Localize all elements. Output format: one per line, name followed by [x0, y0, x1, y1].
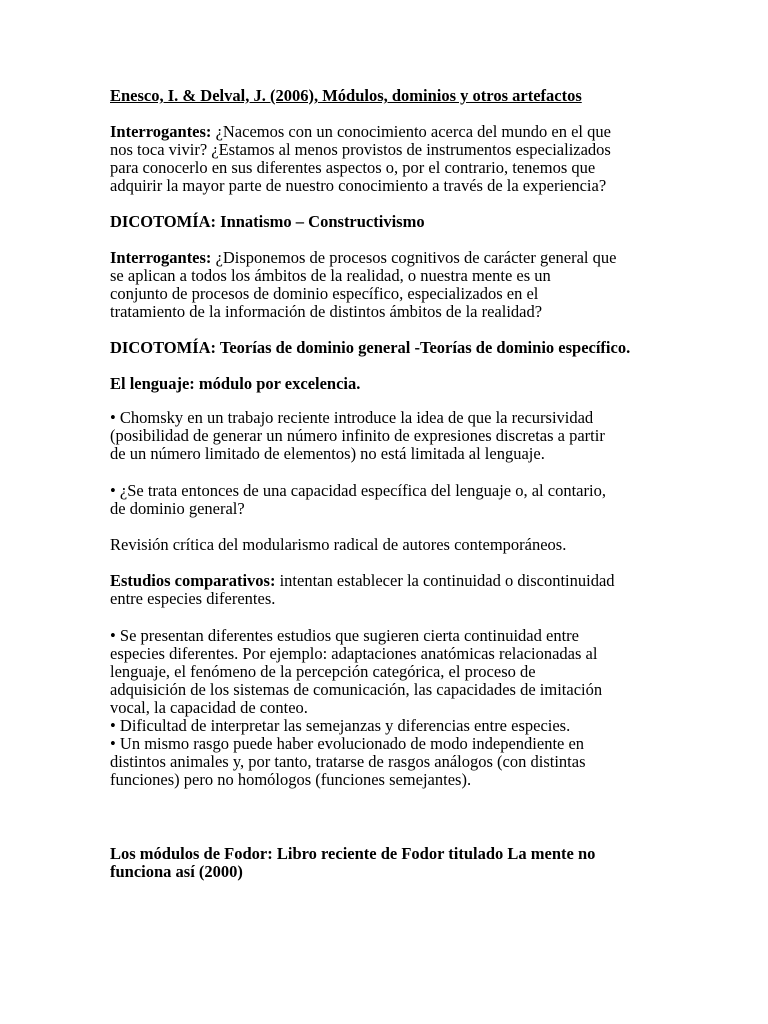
text-line: vocal, la capacidad de conteo. [110, 698, 308, 717]
fodor-heading [110, 845, 595, 881]
questions-paragraph-1 [110, 123, 611, 195]
document-title: Enesco, I. & Delval, J. (2006), Módulos, dominios y otros artefactos [110, 86, 582, 105]
text-line: lenguaje, el fenómeno de la percepción categórica, el proceso de [110, 662, 536, 681]
revision-paragraph: Revisión crítica del modularismo radical de autores contemporáneos. [110, 535, 567, 554]
text-line: ¿Nacemos con un conocimiento acerca del mundo en el que [211, 122, 611, 141]
text-line: (posibilidad de generar un número infinito de expresiones discretas a partir [110, 426, 605, 445]
text-line: se aplican a todos los ámbitos de la realidad, o nuestra mente es un [110, 266, 551, 285]
text-line: nos toca vivir? ¿Estamos al menos provistos de instrumentos especializados [110, 140, 611, 159]
text-line: • Se presentan diferentes estudios que sugieren cierta continuidad entre [110, 626, 579, 645]
text-line: entre especies diferentes. [110, 589, 276, 608]
text-line: de dominio general? [110, 499, 245, 518]
text-line: • Chomsky en un trabajo reciente introduce la idea de que la recursividad [110, 408, 594, 427]
text-line: especies diferentes. Por ejemplo: adaptaciones anatómicas relacionadas al [110, 644, 598, 663]
questions-label: Interrogantes: [110, 122, 212, 141]
text-line: • Un mismo rasgo puede haber evolucionado de modo independiente en [110, 734, 585, 753]
dichotomy-heading-1: DICOTOMÍA: Innatismo – Constructivismo [110, 212, 425, 231]
studies-bullets [110, 627, 602, 789]
comparative-label: Estudios comparativos: [110, 571, 276, 590]
comparative-studies-paragraph [110, 572, 615, 608]
text-line: adquirir la mayor parte de nuestro conocimiento a través de la experiencia? [110, 176, 607, 195]
text-line: distintos animales y, por tanto, tratarse de rasgos análogos (con distintas [110, 752, 586, 771]
text-line: para conocerlo en sus diferentes aspectos o, por el contrario, tenemos que [110, 158, 596, 177]
text-line: conjunto de procesos de dominio específico, especializados en el [110, 284, 539, 303]
text-line: de un número limitado de elementos) no está limitada al lenguaje. [110, 444, 545, 463]
dichotomy-heading-2: DICOTOMÍA: Teorías de dominio general -Teorías de dominio específico. [110, 338, 631, 357]
text-line: funciones) pero no homólogos (funciones semejantes). [110, 770, 472, 789]
questions-label: Interrogantes: [110, 248, 212, 267]
text-line: adquisición de los sistemas de comunicación, las capacidades de imitación [110, 680, 603, 699]
text-line: intentan establecer la continuidad o discontinuidad [275, 571, 615, 590]
question-bullet [110, 482, 606, 518]
chomsky-bullet [110, 409, 605, 463]
language-heading: El lenguaje: módulo por excelencia. [110, 374, 361, 393]
text-line: funciona así (2000) [110, 862, 243, 881]
text-line: • Dificultad de interpretar las semejanzas y diferencias entre especies. [110, 716, 571, 735]
text-line: tratamiento de la información de distintos ámbitos de la realidad? [110, 302, 543, 321]
text-line: ¿Disponemos de procesos cognitivos de carácter general que [211, 248, 617, 267]
text-line: • ¿Se trata entonces de una capacidad específica del lenguaje o, al contario, [110, 481, 606, 500]
text-line: Los módulos de Fodor: Libro reciente de Fodor titulado La mente no [110, 844, 596, 863]
questions-paragraph-2 [110, 249, 616, 321]
